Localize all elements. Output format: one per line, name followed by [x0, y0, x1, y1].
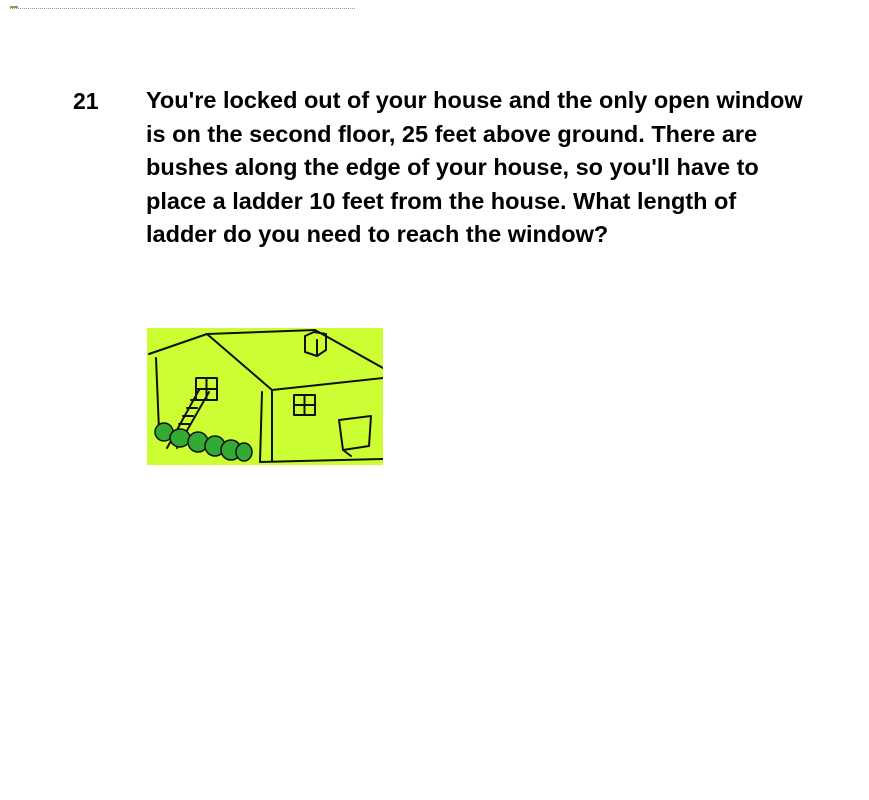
- header-rule-mark: [10, 6, 18, 8]
- question-number: 21: [73, 88, 99, 114]
- house-ladder-illustration: [147, 328, 383, 465]
- header-rule: [10, 8, 355, 9]
- question-text: You're locked out of your house and the only open window is on the second floor, 25 feet above ground. There are bushes along the edge of your house, so you'll have to place a ladder 10 feet from the house. What length of ladder do you need to reach the window?: [146, 87, 803, 248]
